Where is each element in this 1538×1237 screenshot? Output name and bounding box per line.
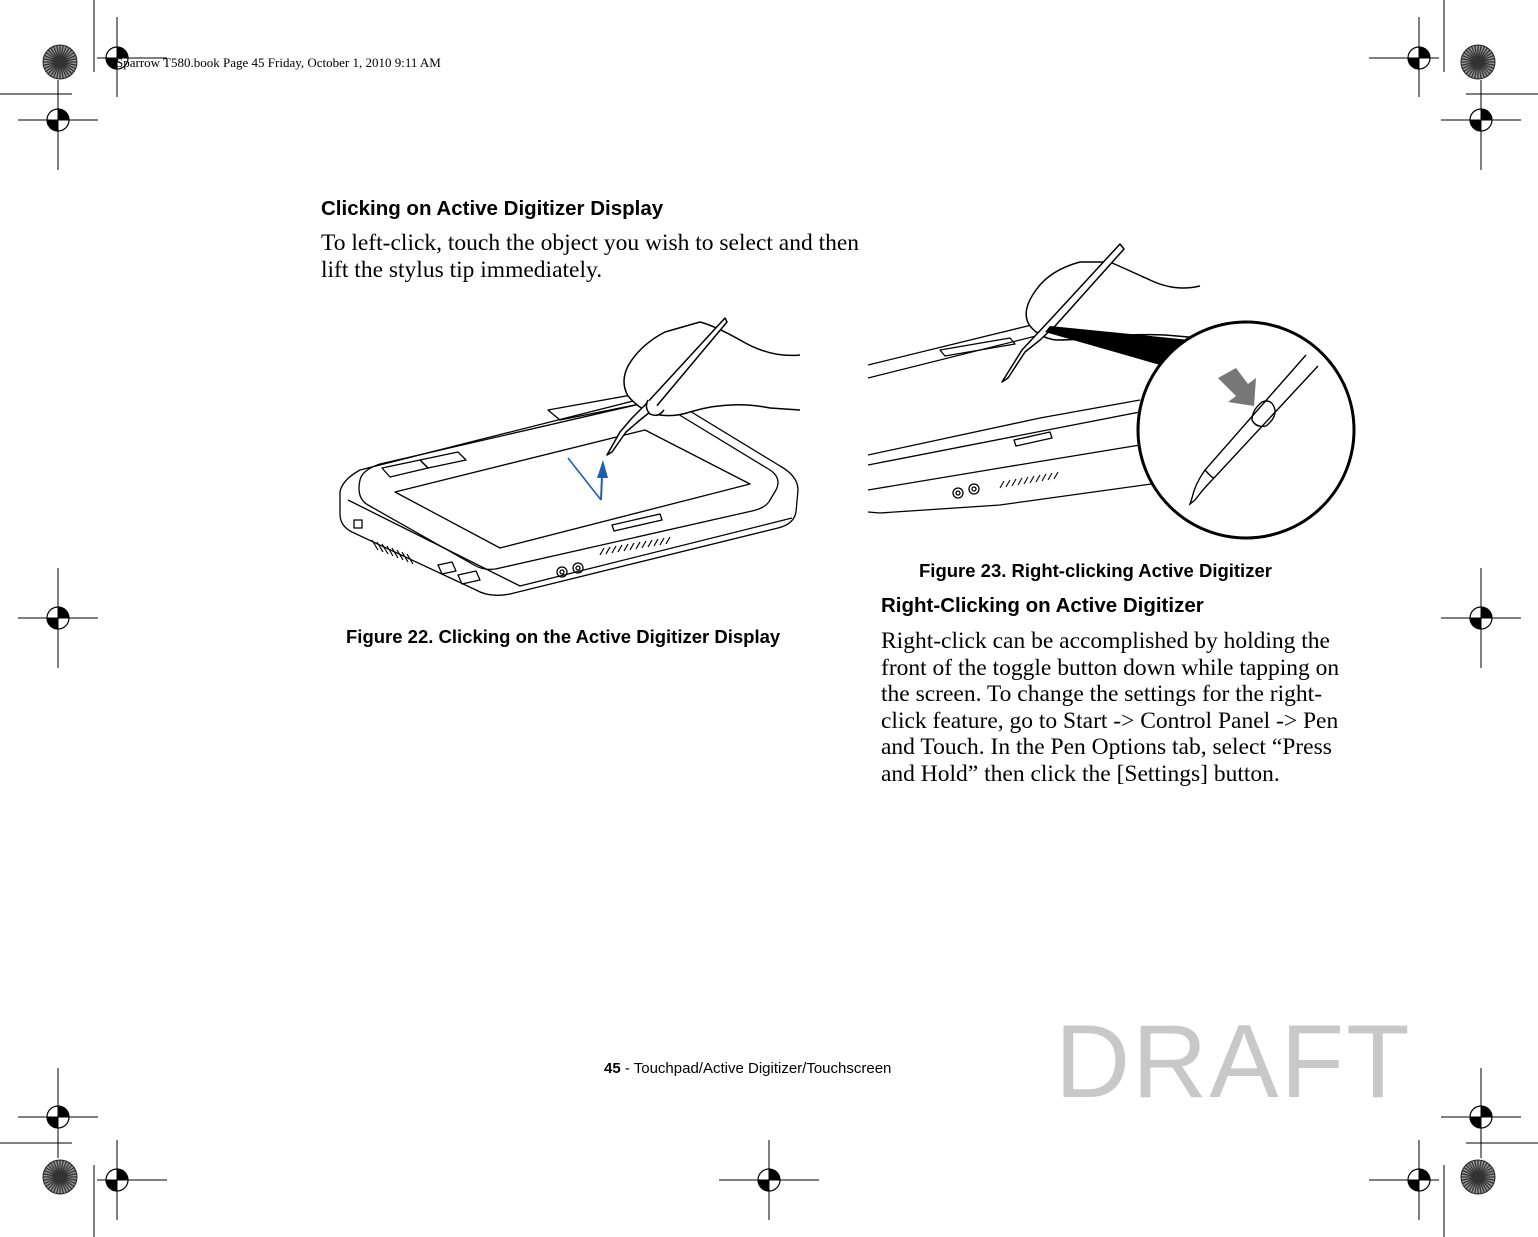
section-heading-left-click: Clicking on Active Digitizer Display <box>321 197 664 220</box>
page-footer <box>604 1060 891 1077</box>
footer-section: - Touchpad/Active Digitizer/Touchscreen <box>620 1060 892 1077</box>
section-heading-right-click: Right-Clicking on Active Digitizer <box>881 594 1204 617</box>
draft-watermark: DRAFT <box>1055 1004 1412 1120</box>
print-slug: Sparrow T580.book Page 45 Friday, October 1, 2010 9:11 AM <box>116 55 441 70</box>
left-click-paragraph: To left-click, touch the object you wish to select and then lift the stylus tip immediately. <box>321 230 860 283</box>
page-number: 45 <box>604 1060 621 1077</box>
right-click-paragraph: Right-click can be accomplished by holding the front of the toggle button down while tapping on the screen. To change the settings for the right-click feature, go to Start -> Control Panel -> Pen and Touch. In the Pen Options tab, select “Press and Hold” then click the [Settings] button. <box>881 628 1340 787</box>
figure-22-caption: Figure 22. Clicking on the Active Digitizer Display <box>346 626 781 647</box>
figure-23-caption: Figure 23. Right-clicking Active Digitizer <box>919 560 1272 581</box>
